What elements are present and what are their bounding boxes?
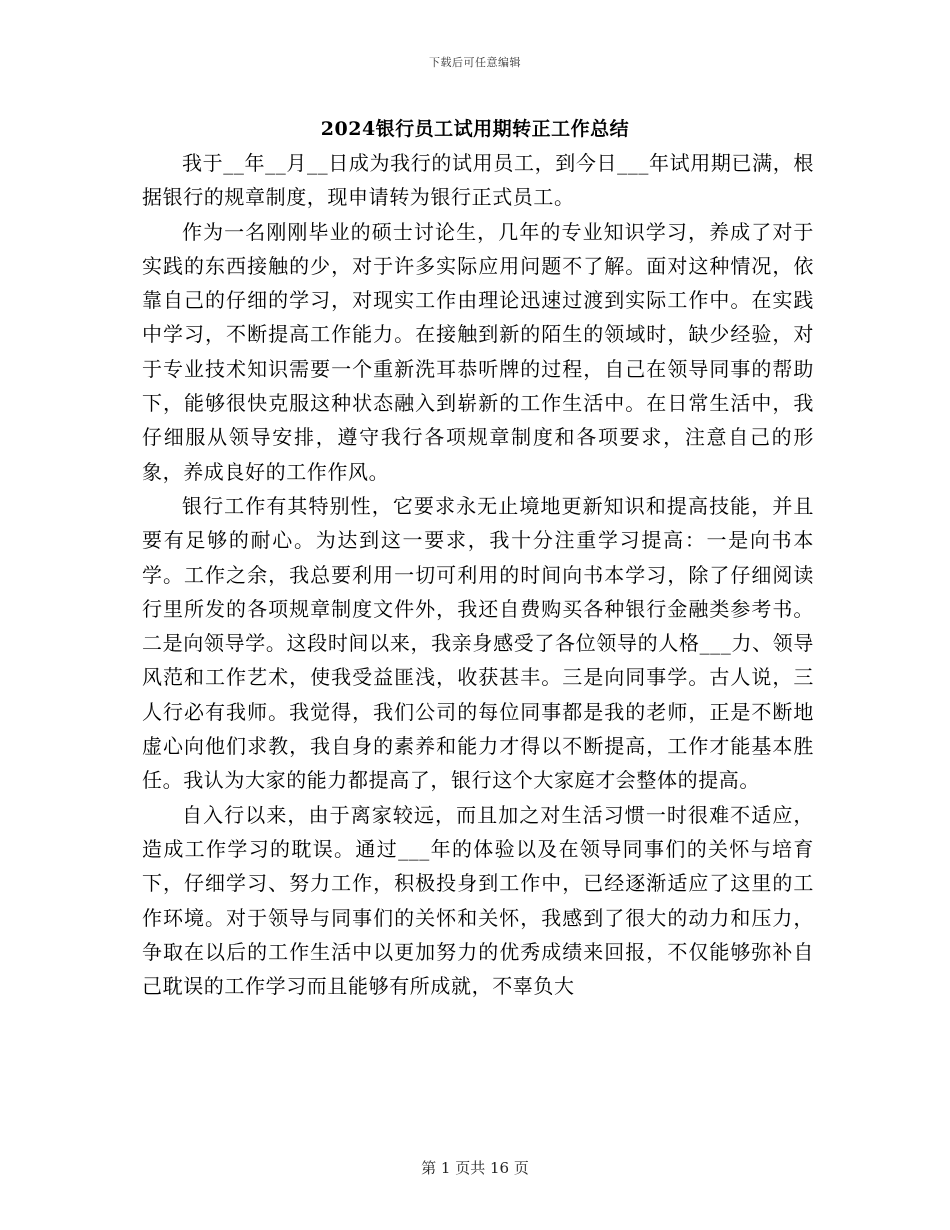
paragraph: 我于__年__月__日成为我行的试用员工，到今日___年试用期已满，根据银行的规章制度，现申请转为银行正式员工。 <box>142 151 814 210</box>
paragraph: 自入行以来，由于离家较远，而且加之对生活习惯一时很难不适应，造成工作学习的耽误。通过___年的体验以及在领导同事们的关怀与培育下，仔细学习、努力工作，积极投身到工作中，已经逐渐适应了这里的工作环境。对于领导与同事们的关怀和关怀，我感到了很大的动力和压力，争取在以后的工作生活中以更加努力的优秀成绩来回报，不仅能够弥补自己耽误的工作学习而且能够有所成就，不辜负大 <box>142 802 814 999</box>
page-footer: 第 1 页共 16 页 <box>421 1159 529 1177</box>
paragraph: 银行工作有其特别性，它要求永无止境地更新知识和提高技能，并且要有足够的耐心。为达到这一要求，我十分注重学习提高：一是向书本学。工作之余，我总要利用一切可利用的时间向书本学习，除了仔细阅读行里所发的各项规章制度文件外，我还自费购买各种银行金融类参考书。二是向领导学。这段时间以来，我亲身感受了各位领导的人格___力、领导风范和工作艺术，使我受益匪浅，收获甚丰。三是向同事学。古人说，三人行必有我师。我觉得，我们公司的每位同事都是我的老师，正是不断地虚心向他们求教，我自身的素养和能力才得以不断提高，工作才能基本胜任。我认为大家的能力都提高了，银行这个大家庭才会整体的提高。 <box>142 493 814 793</box>
header-note: 下载后可任意编辑 <box>429 56 521 69</box>
document-title: 2024银行员工试用期转正工作总结 <box>320 118 630 140</box>
paragraph: 作为一名刚刚毕业的硕士讨论生，几年的专业知识学习，养成了对于实践的东西接触的少，对于许多实际应用问题不了解。面对这种情况，依靠自己的仔细的学习，对现实工作由理论迅速过渡到实际工作中。在实践中学习，不断提高工作能力。在接触到新的陌生的领域时，缺少经验，对于专业技术知识需要一个重新洗耳恭听牌的过程，自己在领导同事的帮助下，能够很快克服这种状态融入到崭新的工作生活中。在日常生活中，我仔细服从领导安排，遵守我行各项规章制度和各项要求，注意自己的形象，养成良好的工作作风。 <box>142 219 814 484</box>
document-body <box>142 146 814 1003</box>
